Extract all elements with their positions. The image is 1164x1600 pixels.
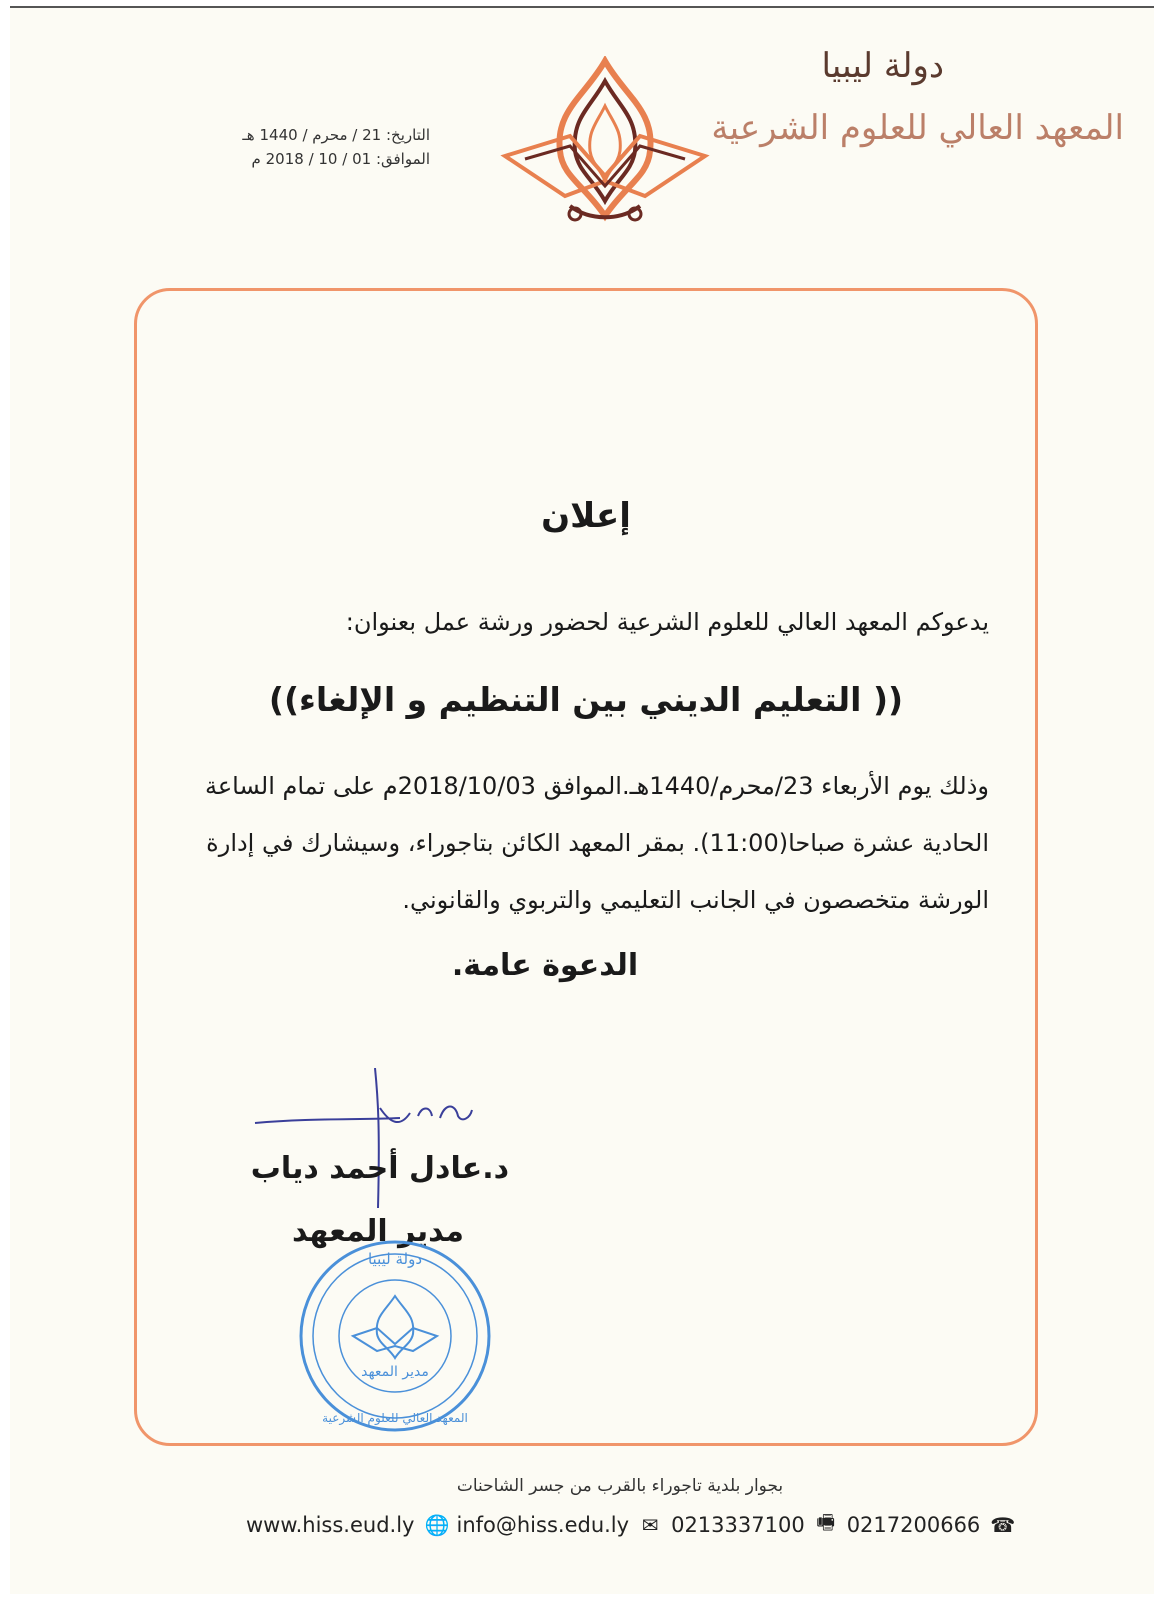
- document-page: [10, 6, 1154, 1594]
- invitation-note: الدعوة عامة.: [451, 948, 639, 983]
- workshop-title: (( التعليم الديني بين التنظيم و الإلغاء)): [268, 680, 904, 719]
- website-link[interactable]: www.hiss.eud.ly: [246, 1513, 415, 1537]
- announcement-title: إعلان: [541, 496, 631, 536]
- phone-icon: ☎: [990, 1513, 1016, 1537]
- stamp-top-text: دولة ليبيا: [367, 1250, 423, 1268]
- fax-icon: 🖷: [816, 1510, 836, 1534]
- date-gregorian: الموافق: 01 / 10 / 2018 م: [251, 150, 430, 168]
- stamp-bottom-text: المعهد العالي للعلوم الشرعية: [322, 1411, 468, 1425]
- handwritten-signature: [250, 1068, 510, 1208]
- state-name: دولة ليبيا: [821, 46, 944, 86]
- globe-icon: 🌐: [424, 1513, 450, 1537]
- announcement-body: [149, 758, 989, 929]
- body-line: الحادية عشرة صباحا(11:00). بمقر المعهد الكائن بتاجوراء، وسيشارك في إدارة: [206, 829, 989, 857]
- institute-name-calligraphy: المعهد العالي للعلوم الشرعية: [711, 108, 1124, 148]
- envelope-icon: ✉: [641, 1513, 659, 1537]
- footer-contacts: [246, 1508, 1016, 1542]
- stamp-center-text: مدير المعهد: [361, 1364, 429, 1380]
- signer-name: د.عادل أحمد دياب: [250, 1151, 509, 1186]
- official-stamp: [295, 1236, 495, 1436]
- date-hijri: التاريخ: 21 / محرم / 1440 هـ: [242, 126, 430, 144]
- body-line: الورشة متخصصون في الجانب التعليمي والتربوي والقانوني.: [402, 886, 989, 914]
- signer-role: مدير المعهد: [291, 1214, 464, 1249]
- body-line: وذلك يوم الأربعاء 23/محرم/1440هـ.الموافق 2018/10/03م على تمام الساعة: [204, 772, 989, 800]
- date-block: [150, 123, 430, 171]
- fax-number: 0213337100: [671, 1513, 805, 1537]
- footer-address: بجوار بلدية تاجوراء بالقرب من جسر الشاحنات: [456, 1476, 784, 1496]
- phone-number: 0217200666: [846, 1513, 981, 1537]
- invitation-intro: يدعوكم المعهد العالي للعلوم الشرعية لحضور ورشة عمل بعنوان:: [345, 608, 989, 636]
- email-link[interactable]: info@hiss.edu.ly: [456, 1513, 630, 1537]
- institute-emblem-icon: [500, 56, 710, 231]
